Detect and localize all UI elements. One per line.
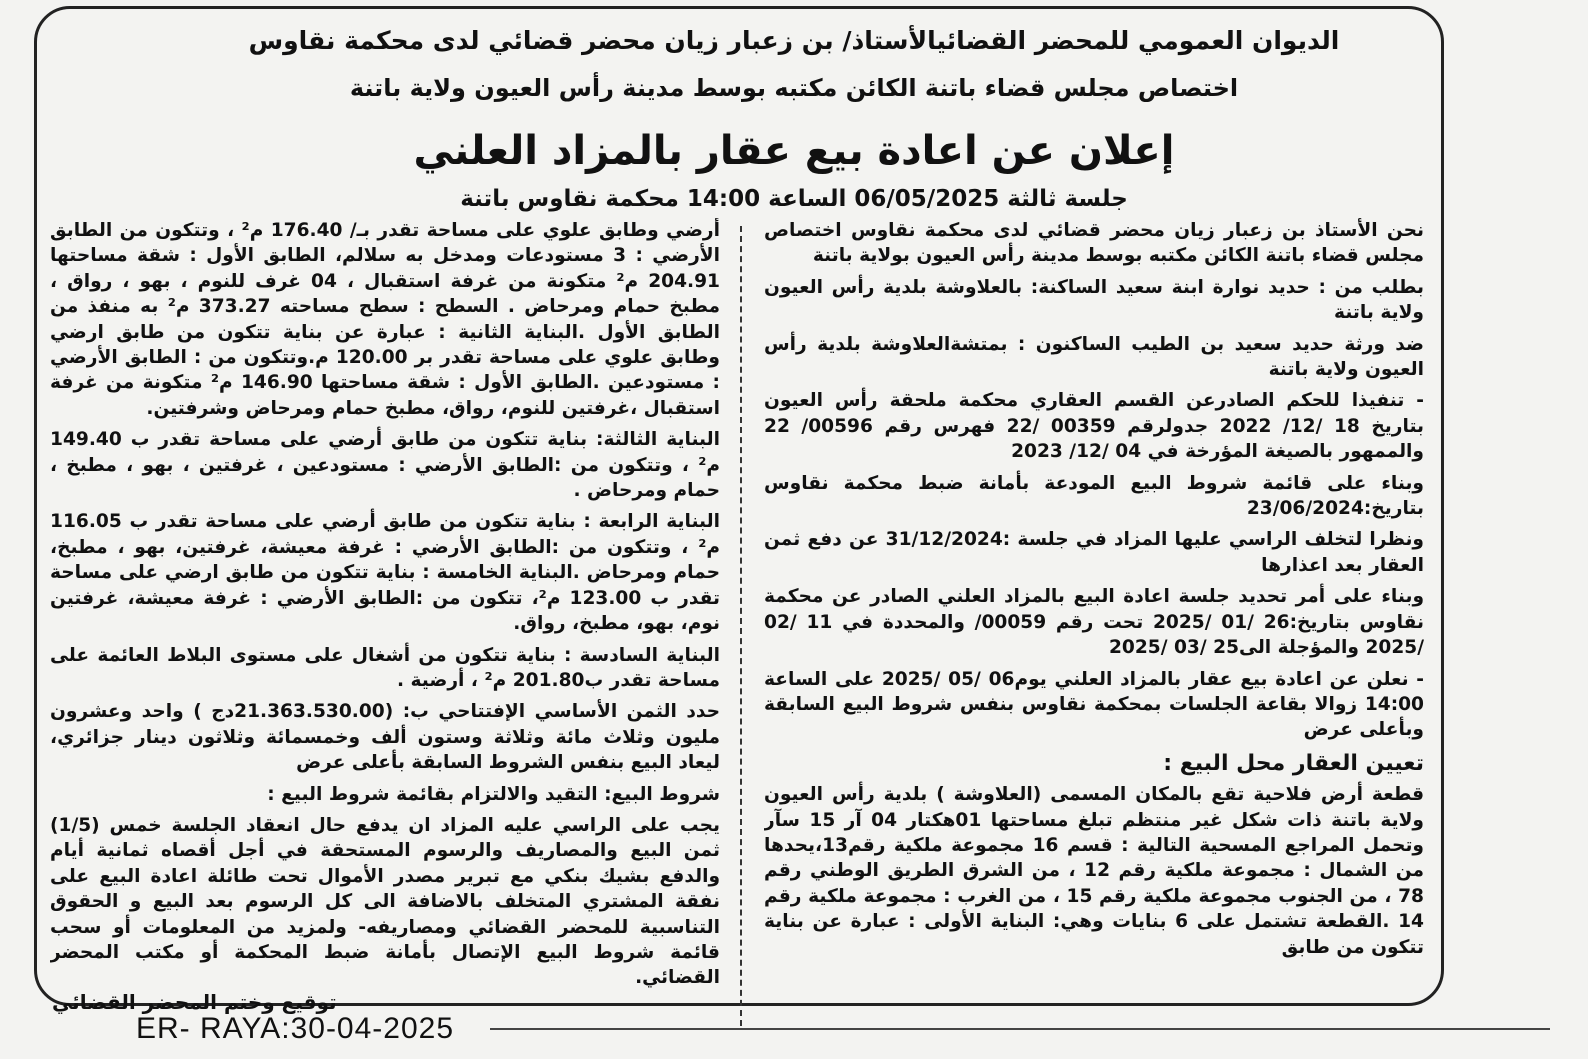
paragraph: نحن الأستاذ بن زعبار زيان محضر قضائي لدى محكمة نقاوس اختصاص مجلس قضاء باتنة الكائن مكتبه بوسط مدينة رأس العيون بولاية باتنة [764, 220, 1424, 267]
paragraph: البناية السادسة : بناية تتكون من أشغال على مستوى البلاط العائمة على مساحة تقدر ب201.80 م² ، أرضية . [50, 644, 720, 691]
paragraph: - نعلن عن اعادة بيع عقار بالمزاد العلني يوم06 /05 /2025 على الساعة 14:00 زوالا بقاعة الجلسات بمحكمة نقاوس بنفس شروط البيع السابقة وبأعلى عرض [764, 668, 1424, 741]
right-column [764, 218, 1424, 1018]
office-line: الديوان العمومي للمحضر القضائيالأستاذ/ بن زعبار زيان محضر قضائي لدى محكمة نقاوس [248, 26, 1340, 55]
jurisdiction-line: اختصاص مجلس قضاء باتنة الكائن مكتبه بوسط مدينة رأس العيون ولاية باتنة [349, 74, 1239, 102]
paragraph: قطعة أرض فلاحية تقع بالمكان المسمى (العلاوشة ) بلدية رأس العيون ولاية باتنة ذات شكل غير منتظم تبلغ مساحتها 01هكتار 04 آر 15 سآر وتحمل المراجع المسحية التالية : قسم 16 مجموعة ملكية رقم13،يحدها من الشمال : مجموعة ملكية رقم 12 ، من الشرق الطريق الوطني رقم 78 ، من الجنوب مجموعة ملكية رقم 15 ، من الغرب : مجموعة ملكية رقم 14 .القطعة تشتمل على 6 بنايات وهي: البناية الأولى : عبارة عن بناية تتكون من طابق [764, 784, 1424, 958]
left-column [50, 218, 720, 1018]
newspaper-footer: ER- RAYA:30-04-2025 [136, 1012, 455, 1045]
paragraph: وبناء على قائمة شروط البيع المودعة بأمانة ضبط محكمة نقاوس بتاريخ:23/06/2024 [764, 472, 1424, 520]
paragraph: حدد الثمن الأساسي الإفتتاحي ب: (21.363.530.00دج ) واحد وعشرون مليون وثلاث مائة وثلاثة وستون ألف وخمسمائة وثلاثون دينار جزائري، ليعاد البيع بنفس الشروط السابقة بأعلى عرض [50, 701, 720, 774]
bottom-rule [490, 1028, 1550, 1030]
paragraph: - تنفيذا للحكم الصادرعن القسم العقاري محكمة ملحقة رأس العيون بتاريخ 18 /12/ 2022 جدولرقم 00359 /22 فهرس رقم 00596/ 22 والممهور بالصيغة المؤرخة في 04 /12/ 2023 [764, 390, 1424, 463]
property-subheading: تعيين العقار محل البيع : [1163, 750, 1424, 776]
paragraph: وبناء على أمر تحديد جلسة اعادة البيع بالمزاد العلني الصادر عن محكمة نقاوس بتاريخ:26 /01 /2025 تحت رقم 00059/ والمحددة في 11 /02 /2025 والمؤجلة الى25 /03 /2025 [764, 586, 1424, 659]
paragraph: ضد ورثة حديد سعيد بن الطيب الساكنون : بمتشةالعلاوشة بلدية رأس العيون ولاية باتنة [764, 333, 1424, 381]
paragraph: ونظرا لتخلف الراسي عليها المزاد في جلسة :31/12/2024 عن دفع ثمن العقار بعد اعذارها [764, 529, 1424, 576]
notice-title: إعلان عن اعادة بيع عقار بالمزاد العلني [413, 128, 1175, 174]
paragraph: أرضي وطابق علوي على مساحة تقدر بـ/ 176.40 م² ، وتتكون من الطابق الأرضي : 3 مستودعات ومدخل به سلالم، الطابق الأول : شقة مساحتها 204.91 م² متكونة من غرفة استقبال ، 04 غرف للنوم ، بهو ، رواق ، مطبخ حمام ومرحاض . السطح : سطح مساحته 373.27 م² به منفذ من الطابق الأول .البناية الثانية : عبارة عن بناية تتكون من طابق ارضي وطابق علوي على مساحة تقدر بر 120.00 م.وتتكون من : الطابق الأرضي : مستودعين .الطابق الأول : شقة مساحتها 146.90 م² متكونة من غرفة استقبال ،غرفتين للنوم، رواق، مطبخ حمام ومرحاض وشرفتين. [50, 220, 720, 419]
session-line: جلسة ثالثة 06/05/2025 الساعة 14:00 محكمة نقاوس باتنة [460, 186, 1128, 212]
paragraph: البناية الثالثة: بناية تتكون من طابق أرضي على مساحة تقدر ب 149.40 م² ، وتتكون من :الطابق الأرضي : مستودعين ، غرفتين ، بهو ، مطبخ ، حمام ومرحاض . [50, 429, 720, 502]
column-divider [740, 226, 742, 1026]
signature-line: توقيع وختم المحضر القضائي [52, 990, 337, 1014]
paragraph: يجب على الراسي عليه المزاد ان يدفع حال انعقاد الجلسة خمس (1/5) ثمن البيع والمصاريف والرسوم المستحقة في أجل أقصاه ثمانية أيام والدفع بشيك بنكي مع تبرير مصدر الأموال تحت طائلة اعادة البيع على نفقة المشتري المتخلف بالاضافة الى كل الرسوم بعد البيع و الحقوق التناسبية للمحضر القضائي ومصاريفه- ولمزيد من المعلومات أو سحب قائمة شروط البيع الإتصال بأمانة ضبط المحكمة أو مكتب المحضر القضائي. [50, 814, 720, 989]
paragraph: البناية الرابعة : بناية تتكون من طابق أرضي على مساحة تقدر ب 116.05 م² ، وتتكون من :الطابق الأرضي : غرفة معيشة، غرفتين، بهو ، مطبخ، حمام ومرحاض .البناية الخامسة : بناية تتكون من طابق ارضي على مساحة تقدر ب 123.00 م²، تتكون من :الطابق الأرضي : غرفة معيشة، غرفتين نوم، بهو، مطبخ، رواق. [50, 511, 720, 635]
paragraph: شروط البيع: التقيد والالتزام بقائمة شروط البيع : [267, 783, 720, 805]
paragraph: بطلب من : حديد نوارة ابنة سعيد الساكنة: بالعلاوشة بلدية رأس العيون ولاية باتنة [764, 276, 1424, 324]
